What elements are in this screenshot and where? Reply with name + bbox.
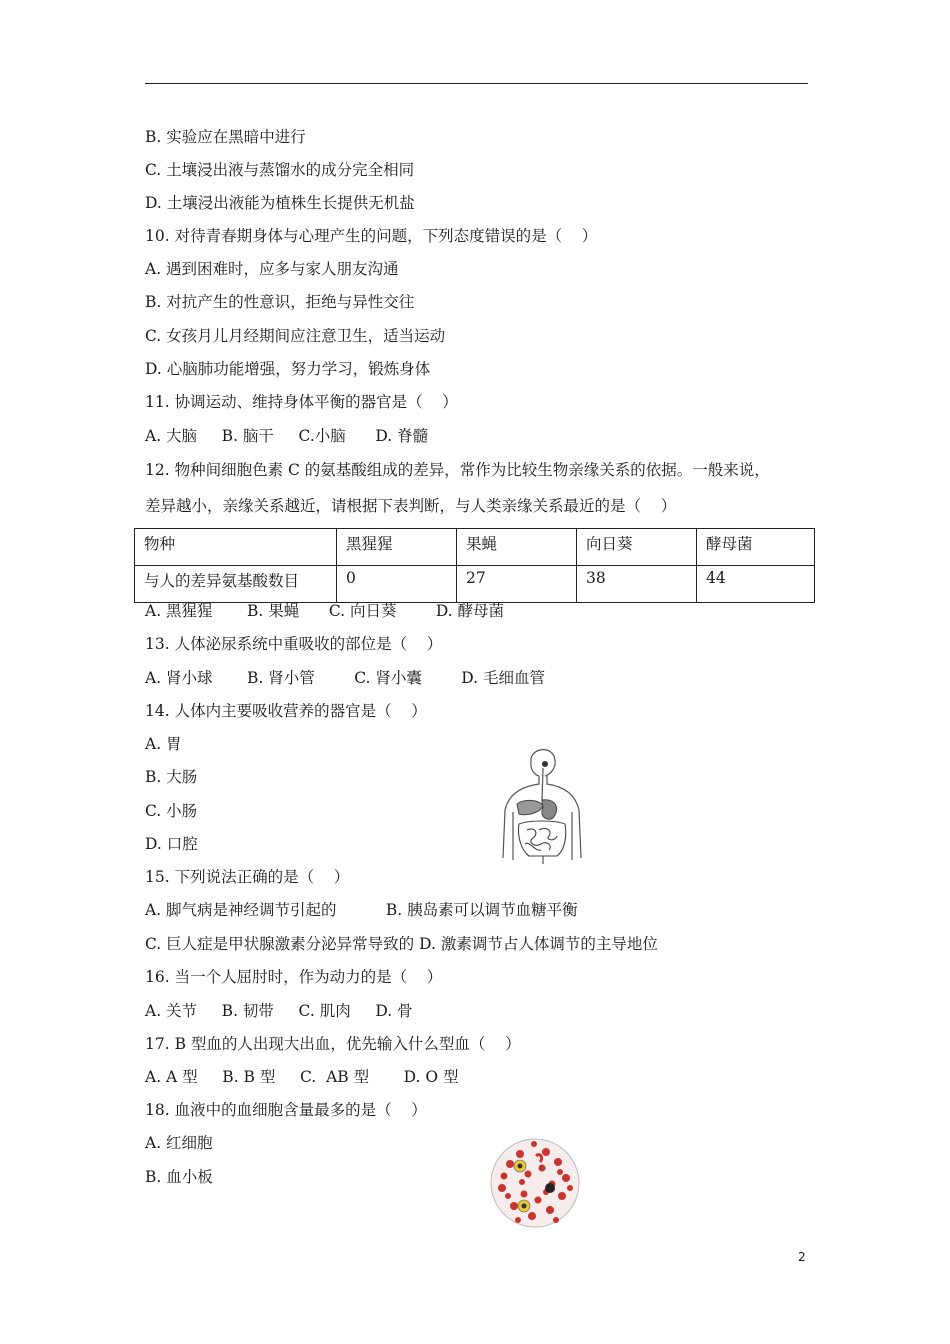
page-number: 2: [798, 1250, 806, 1264]
options-13: A. 肾小球 B. 肾小管 C. 肾小囊 D. 毛细血管: [145, 669, 546, 687]
blood-cells-illustration: [488, 1134, 583, 1232]
options-17: A. A 型 B. B 型 C. AB 型 D. O 型: [145, 1068, 459, 1086]
option-9b: B. 实验应在黑暗中进行: [145, 128, 306, 146]
table-cell: 27: [457, 566, 577, 603]
option-14a: A. 胃: [145, 735, 182, 753]
table-cell: 黑猩猩: [337, 529, 457, 566]
question-12-line2: 差异越小，亲缘关系越近，请根据下表判断，与人类亲缘关系最近的是（ ）: [145, 497, 677, 515]
digestive-system-illustration: [495, 740, 590, 870]
table-header-row: [135, 529, 815, 566]
header-rule: [145, 83, 808, 84]
table-cell: 物种: [135, 529, 337, 566]
table-cell: 酵母菌: [697, 529, 815, 566]
options-12: A. 黑猩猩 B. 果蝇 C. 向日葵 D. 酵母菌: [145, 602, 505, 620]
question-15: 15. 下列说法正确的是（ ）: [145, 868, 350, 886]
table-cell: 果蝇: [457, 529, 577, 566]
option-10d: D. 心脑肺功能增强，努力学习，锻炼身体: [145, 360, 431, 378]
question-12-line1: 12. 物种间细胞色素 C 的氨基酸组成的差异，常作为比较生物亲缘关系的依据。一般来说，: [145, 461, 770, 479]
options-15cd: C. 巨人症是甲状腺激素分泌异常导致的 D. 激素调节占人体调节的主导地位: [145, 935, 658, 953]
option-9d: D. 土壤浸出液能为植株生长提供无机盐: [145, 194, 415, 212]
option-14c: C. 小肠: [145, 802, 198, 820]
table-cell: 0: [337, 566, 457, 603]
question-13: 13. 人体泌尿系统中重吸收的部位是（ ）: [145, 635, 443, 653]
question-11: 11. 协调运动、维持身体平衡的器官是（ ）: [145, 393, 458, 411]
table-cell: 与人的差异氨基酸数目: [135, 566, 337, 603]
options-15ab: A. 脚气病是神经调节引起的 B. 胰岛素可以调节血糖平衡: [145, 901, 578, 919]
option-18b: B. 血小板: [145, 1168, 213, 1186]
table-cell: 38: [577, 566, 697, 603]
option-9c: C. 土壤浸出液与蒸馏水的成分完全相同: [145, 161, 415, 179]
option-10a: A. 遇到困难时，应多与家人朋友沟通: [145, 260, 399, 278]
table-row: [135, 566, 815, 603]
options-16: A. 关节 B. 韧带 C. 肌肉 D. 骨: [145, 1002, 413, 1020]
question-18: 18. 血液中的血细胞含量最多的是（ ）: [145, 1101, 427, 1119]
question-16: 16. 当一个人屈肘时，作为动力的是（ ）: [145, 968, 443, 986]
option-10c: C. 女孩月儿月经期间应注意卫生，适当运动: [145, 327, 446, 345]
option-10b: B. 对抗产生的性意识，拒绝与异性交往: [145, 293, 415, 311]
option-14b: B. 大肠: [145, 768, 198, 786]
option-14d: D. 口腔: [145, 835, 198, 853]
options-11: A. 大脑 B. 脑干 C.小脑 D. 脊髓: [145, 427, 429, 445]
question-17: 17. B 型血的人出现大出血，优先输入什么型血（ ）: [145, 1035, 521, 1053]
table-cell: 44: [697, 566, 815, 603]
table-cell: 向日葵: [577, 529, 697, 566]
option-18a: A. 红细胞: [145, 1134, 213, 1152]
question-14: 14. 人体内主要吸收营养的器官是（ ）: [145, 702, 427, 720]
amino-acid-table: [134, 528, 815, 603]
question-10: 10. 对待青春期身体与心理产生的问题，下列态度错误的是（ ）: [145, 227, 598, 245]
